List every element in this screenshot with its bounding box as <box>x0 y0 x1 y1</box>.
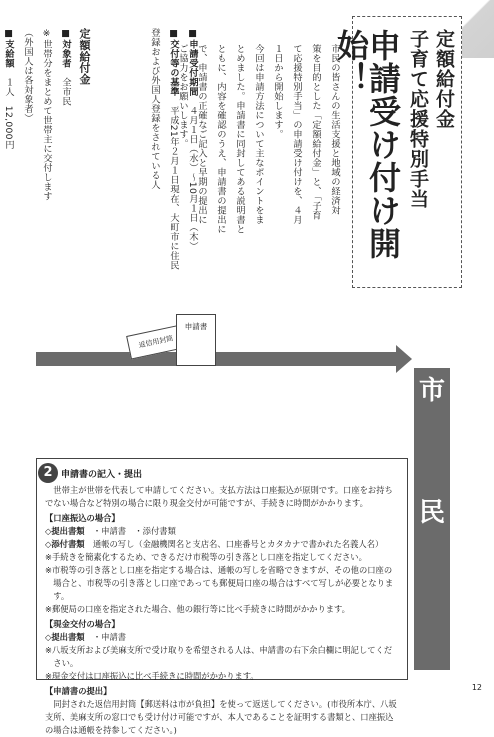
side-char-2: 民 <box>414 490 450 536</box>
amount-label: ■支給額 <box>3 28 14 68</box>
bank-docs-label: ◇提出書類 <box>45 526 85 536</box>
flow-arrow-1 <box>36 352 396 366</box>
intro-line: 市民の皆さんの生活支援と地域の経済対 <box>329 44 340 215</box>
intro-line: とめました。申請書に同封してある説明書と <box>234 44 245 234</box>
section-2-intro: 世帯主が世帯を代表して申請してください。支払方法は口座振込が原則です。口座をお持ちでない場合など特別の場合に限り現金交付が可能ですが、手続きに時間がかかります。 <box>45 485 393 508</box>
cash-note-1: ※八坂支所および美麻支所で受け取りを希望される人は、申請書の右下余白欄に明記してください。 <box>45 645 393 668</box>
target-value: 全市民 <box>60 77 71 106</box>
envelope-card: 返信用封筒 <box>126 324 186 359</box>
target-label: ■対象者 <box>60 28 71 68</box>
bank-note-3: ※郵便局の口座を指定された場合、他の銀行等に比べ手続きに時間がかかります。 <box>45 604 350 614</box>
side-char-1: 市 <box>414 368 450 414</box>
cash-note-2: ※現金交付は口座振込に比べ手続きに時間がかかります。 <box>45 671 259 681</box>
intro-line: 今回は申請方法について主なポイントをま <box>253 44 264 225</box>
basis-value: 平成21年２月１日現在、大町市に住民登録および外国人登録をされている人 <box>149 28 179 271</box>
bank-note-1: ※手続きを簡素化するため、できるだけ市税等の引き落とし口座を指定してください。 <box>45 552 367 562</box>
bank-docs: ・申請書 ・添付書類 <box>92 526 176 536</box>
intro-line: で、申請書の正確なご記入と早期の提出に <box>196 44 207 225</box>
bank-heading: 【口座振込の場合】 <box>45 513 120 523</box>
intro-line: １日から開始します。 <box>272 44 283 139</box>
cash-docs-label: ◇提出書類 <box>45 632 85 642</box>
teigaku-note-2: （外国人は各対象者） <box>22 28 33 123</box>
amount-value: １人 12,000円 <box>3 77 14 150</box>
page-number: 12 <box>471 683 482 692</box>
period-label: ■申請受付期間 <box>187 28 198 97</box>
section-2-box <box>36 458 408 735</box>
cash-heading: 【現金交付の場合】 <box>45 619 120 629</box>
bank-attach: 通帳の写し（金融機関名と支店名、口座番号とカタカナで書かれた名義人名） <box>92 539 384 549</box>
teigaku-note-1: ※世帯分をまとめて世帯主に交付します <box>41 28 52 201</box>
side-bar <box>414 414 450 670</box>
schedule-text <box>145 28 202 278</box>
title-line-3: 申請受け付け開始！ <box>332 29 402 260</box>
section-2-number: 2 <box>38 463 58 483</box>
period-value: ４月１日（水）～10月１日（木） <box>187 105 198 252</box>
intro-line: 策を目的とした「定額給付金」と、「子育 <box>310 44 321 220</box>
submit-text: 同封された返信用封筒【郵送料は市が負担】を使って返送してください。(市役所本庁、八坂支所、美麻支所の窓口でも受け付け可能ですが、本人であることを証明する書類と、口座振込の場合は通帳を持参してください。) <box>45 699 397 735</box>
submit-heading: 【申請書の提出】 <box>45 686 112 696</box>
application-card <box>176 314 216 366</box>
section-2-title: 申請書の記入・提出 <box>61 470 143 480</box>
title-line-2: 子育て応援特別手当 <box>407 29 429 209</box>
flow-arrow-1-head <box>396 345 412 373</box>
teigaku-text <box>0 28 94 278</box>
teigaku-heading: 定額給付金 <box>78 28 91 85</box>
application-card-label: 申請書 <box>184 322 208 331</box>
bank-attach-label: ◇添付書類 <box>45 539 85 549</box>
basis-label: ■交付等の基準 <box>168 28 179 97</box>
intro-line: ともに、内容を確認のうえ、申請書の提出に <box>215 44 226 234</box>
cash-docs: ・申請書 <box>92 632 127 642</box>
title-line-1: 定額給付金 <box>433 29 455 129</box>
bank-note-2: ※市税等の引き落とし口座を指定する場合は、通帳の写しを省略できますが、その他の口座の場合と、市税等の引き落とし口座であっても郵便局口座の場合はすべて写しが必要となります。 <box>45 565 394 601</box>
intro-line: ご協力をお願いします。 <box>177 44 188 149</box>
intro-line: て応援特別手当」の申請受け付けを、４月 <box>291 44 302 225</box>
